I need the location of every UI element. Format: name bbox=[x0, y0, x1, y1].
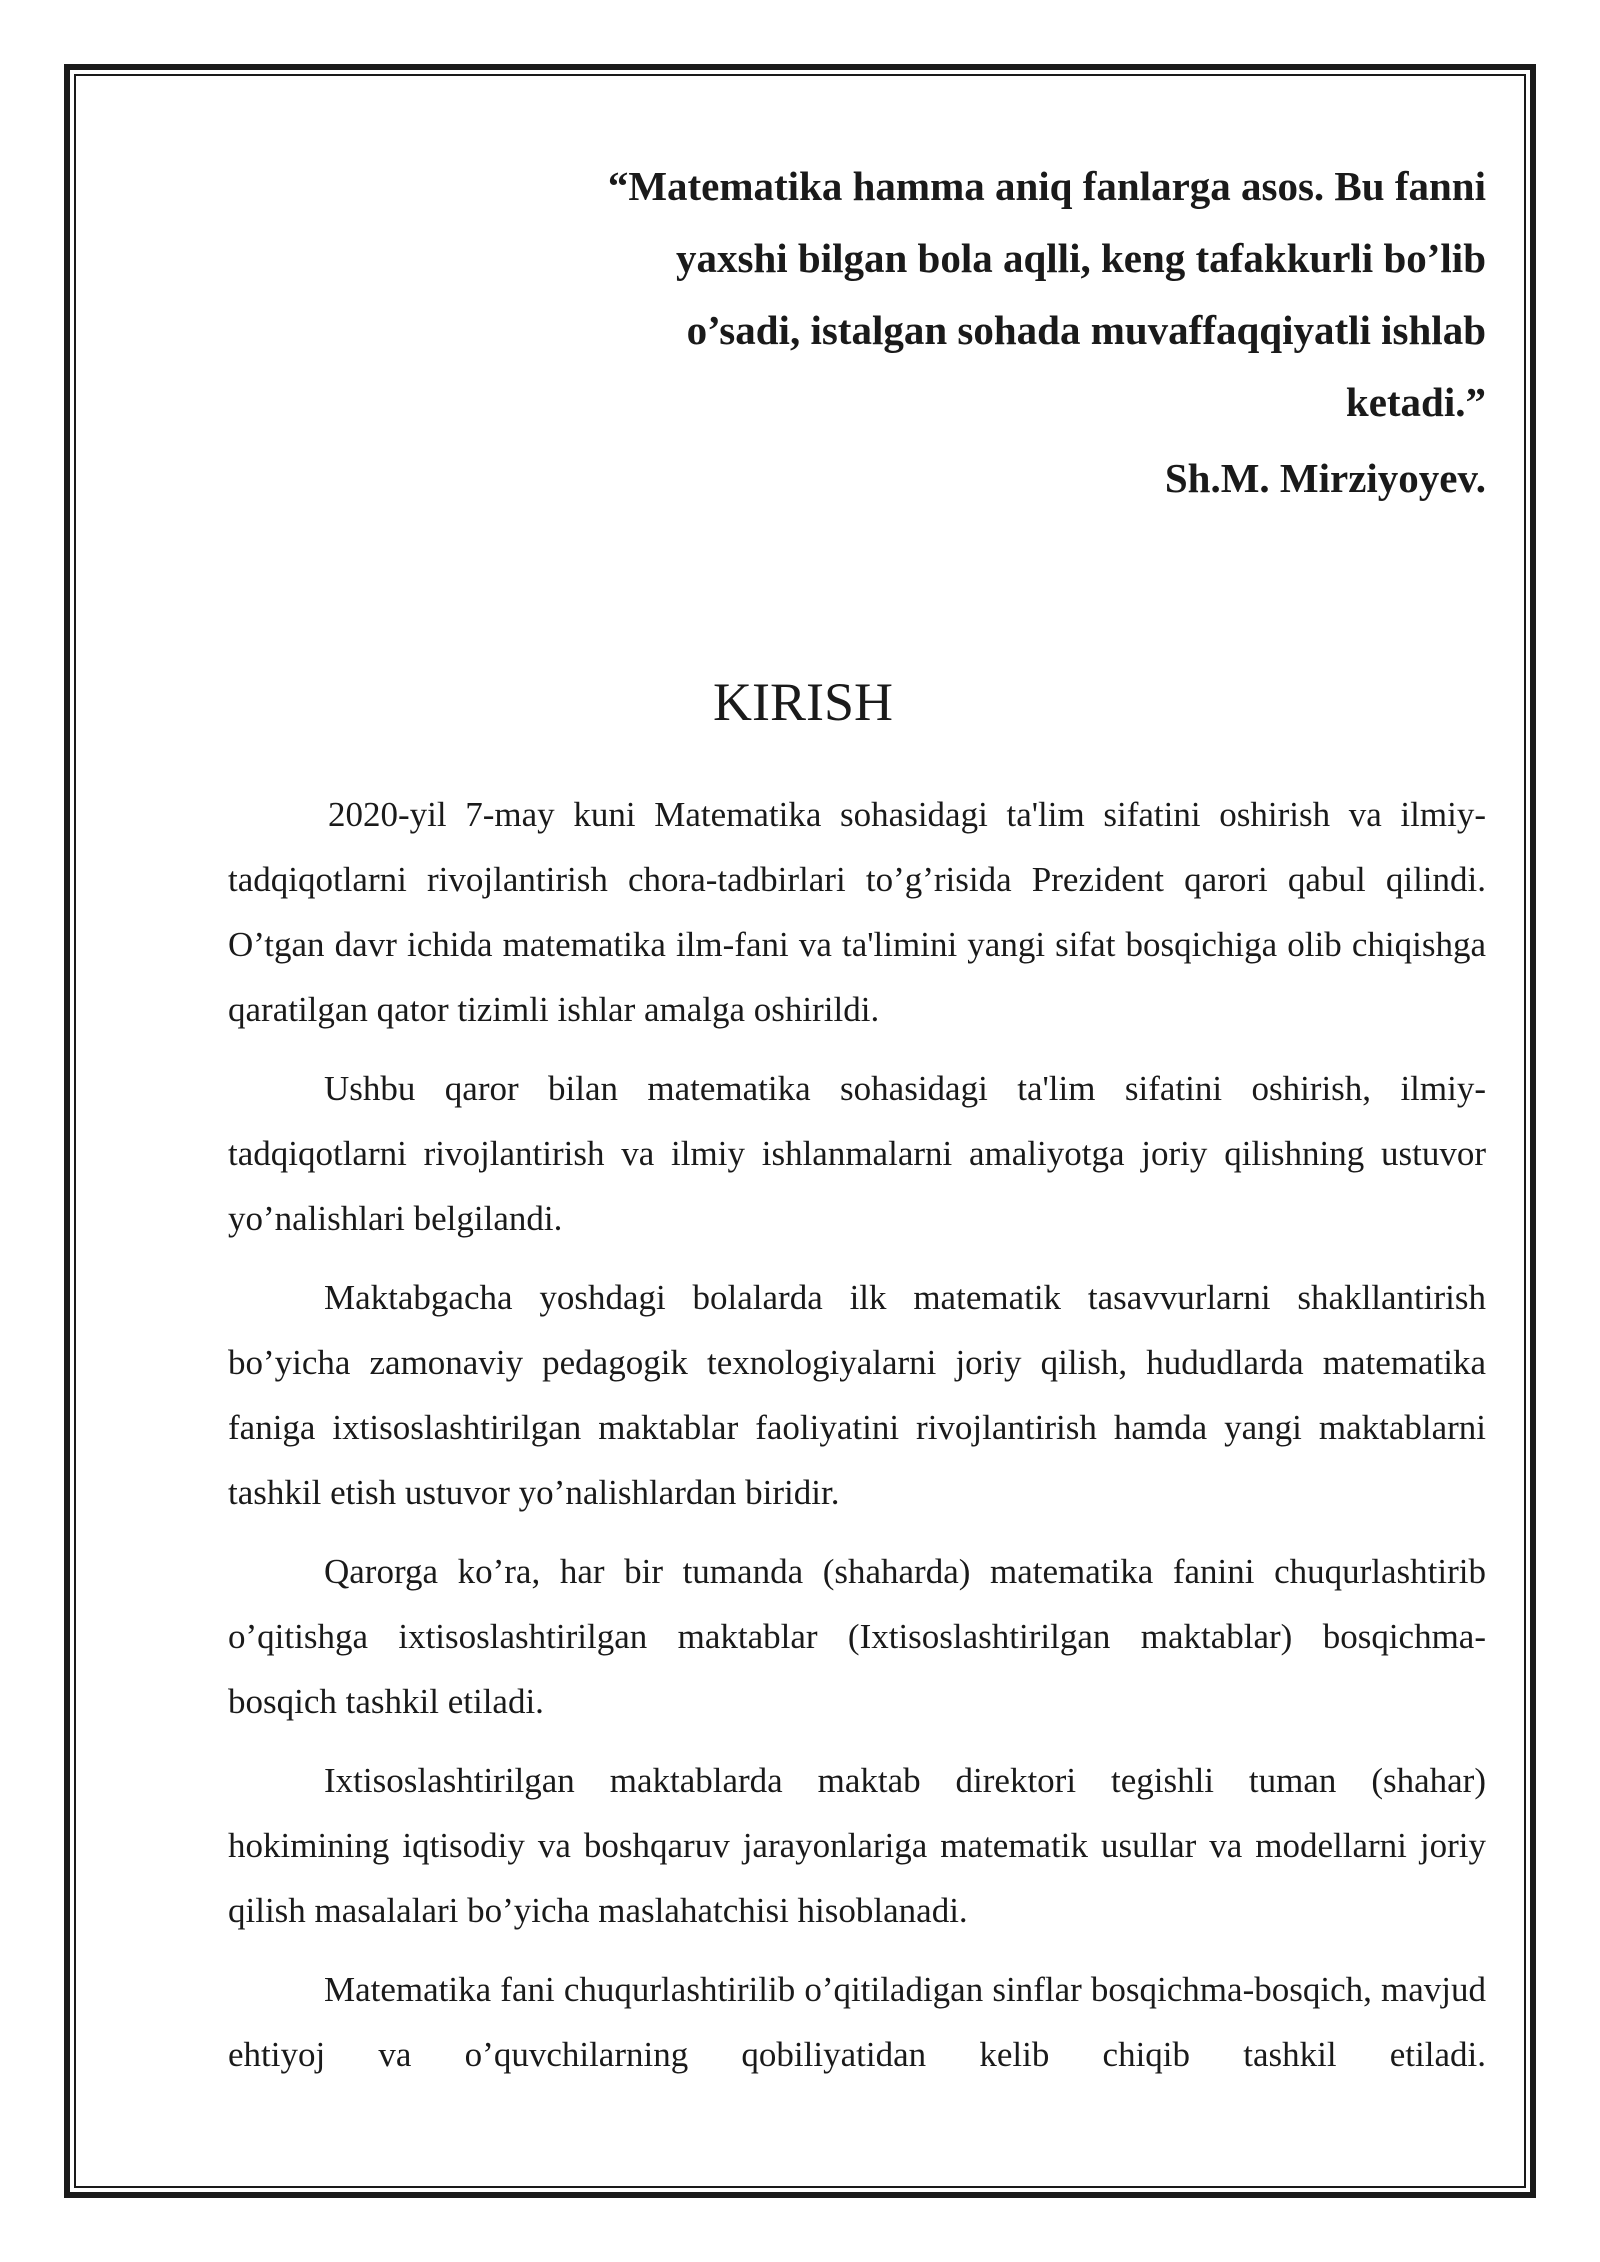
paragraph: Matematika fani chuqurlashtirilib o’qitiladigan sinflar bosqichma-bosqich, mavjud ehtiyoj va o’quvchilarning qobiliyatidan kelib chiqib tashkil etiladi. bbox=[228, 1970, 1486, 2074]
paragraph: Qarorga ko’ra, har bir tumanda (shaharda) matematika fanini chuqurlashtirib o’qitishga ixtisoslashtirilgan maktablar (Ixtisoslashtirilgan maktablar) bosqichma-bosqich tashkil etiladi. bbox=[228, 1552, 1486, 1721]
body-text bbox=[228, 782, 1486, 2087]
section-title: KIRISH bbox=[712, 672, 893, 732]
epigraph-author: Sh.M. Mirziyoyev. bbox=[1164, 455, 1486, 501]
paragraph: Ushbu qaror bilan matematika sohasidagi ta'lim sifatini oshirish, ilmiy-tadqiqotlarni rivojlantirish va ilmiy ishlanmalarni amaliyotga joriy qilishning ustuvor yo’nalishlari belgilandi. bbox=[228, 1069, 1486, 1238]
paragraph: 2020-yil 7-may kuni Matematika sohasidagi ta'lim sifatini oshirish va ilmiy-tadqiqotlarni rivojlantirish chora-tadbirlari to’g’risida Prezident qarori qabul qilindi. O’tgan davr ichida matematika ilm-fani va ta'limini yangi sifat bosqichiga olib chiqishga qaratilgan qator tizimli ishlar amalga oshirildi. bbox=[228, 795, 1486, 1029]
paragraph: Maktabgacha yoshdagi bolalarda ilk matematik tasavvurlarni shakllantirish bo’yicha zamonaviy pedagogik texnologiyalarni joriy qilish, hududlarda matematika faniga ixtisoslashtirilgan maktablar faoliyatini rivojlantirish hamda yangi maktablarni tashkil etish ustuvor yo’nalishlardan biridir. bbox=[228, 1278, 1486, 1512]
paragraph: Ixtisoslashtirilgan maktablarda maktab direktori tegishli tuman (shahar) hokimining iqtisodiy va boshqaruv jarayonlariga matematik usullar va modellarni joriy qilish masalalari bo’yicha maslahatchisi hisoblanadi. bbox=[228, 1761, 1486, 1930]
epigraph-quote: “Matematika hamma aniq fanlarga asos. Bu fanni yaxshi bilgan bola aqlli, keng tafakkurli bo’lib o’sadi, istalgan sohada muvaffaqqiyatli ishlab ketadi.” bbox=[607, 163, 1486, 425]
